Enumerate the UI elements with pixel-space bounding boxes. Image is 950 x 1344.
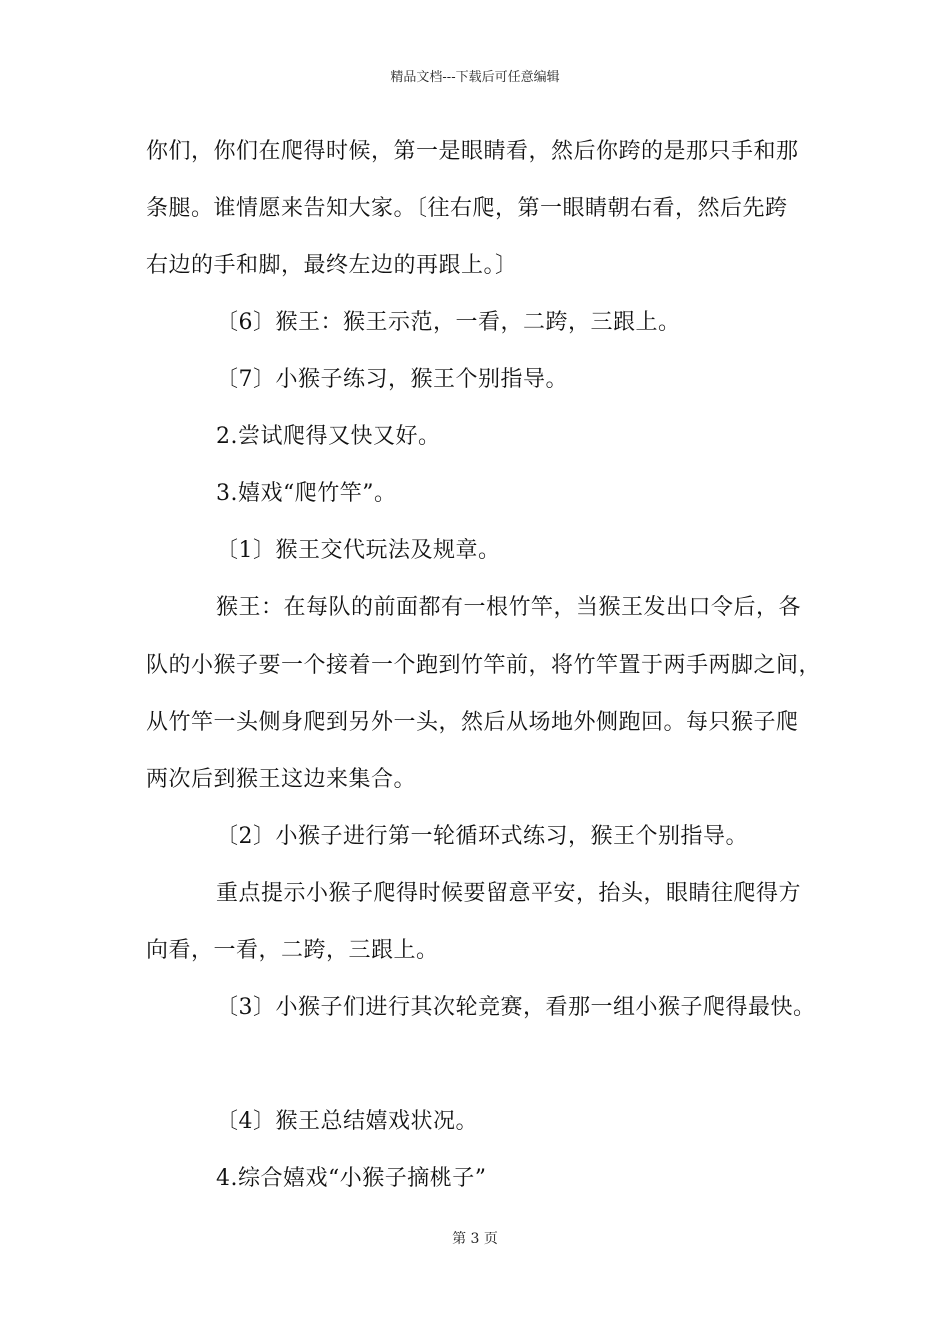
paragraph-line: 向看，一看，二跨，三跟上。 bbox=[146, 938, 439, 963]
paragraph-line: 猴王：在每队的前面都有一根竹竿，当猴王发出口令后，各 bbox=[216, 595, 802, 620]
paragraph-line: 2.尝试爬得又快又好。 bbox=[216, 424, 441, 449]
paragraph-line: 重点提示小猴子爬得时候要留意平安，抬头，眼睛往爬得方 bbox=[216, 881, 802, 906]
paragraph-line: 〔1〕猴王交代玩法及规章。 bbox=[216, 538, 501, 563]
page-number: 第 3 页 bbox=[452, 1231, 498, 1247]
paragraph-line: 队的小猴子要一个接着一个跑到竹竿前，将竹竿置于两手两脚之间， bbox=[146, 653, 822, 678]
paragraph-line: 右边的手和脚，最终左边的再跟上。〕 bbox=[146, 253, 518, 278]
paragraph-line: 〔6〕猴王：猴王示范，一看，二跨，三跟上。 bbox=[216, 310, 681, 335]
paragraph-line: 你们，你们在爬得时候，第一是眼睛看，然后你跨的是那只手和那 bbox=[146, 139, 799, 164]
paragraph-line: 条腿。谁情愿来告知大家。〔往右爬，第一眼睛朝右看，然后先跨 bbox=[146, 196, 788, 221]
paragraph-line: 两次后到猴王这边来集合。 bbox=[146, 767, 417, 792]
paragraph-line: 〔4〕猴王总结嬉戏状况。 bbox=[216, 1109, 478, 1134]
page-header: 精品文档---下载后可任意编辑 bbox=[390, 70, 560, 85]
paragraph-line: 从竹竿一头侧身爬到另外一头，然后从场地外侧跑回。每只猴子爬 bbox=[146, 710, 799, 735]
paragraph-line: 〔7〕小猴子练习，猴王个别指导。 bbox=[216, 367, 568, 392]
paragraph-line: 〔2〕小猴子进行第一轮循环式练习，猴王个别指导。 bbox=[216, 824, 748, 849]
paragraph-line: 4.综合嬉戏“小猴子摘桃子” bbox=[216, 1166, 487, 1191]
paragraph-line: 3.嬉戏“爬竹竿”。 bbox=[216, 481, 397, 506]
paragraph-line: 〔3〕小猴子们进行其次轮竞赛，看那一组小猴子爬得最快。 bbox=[216, 995, 816, 1020]
